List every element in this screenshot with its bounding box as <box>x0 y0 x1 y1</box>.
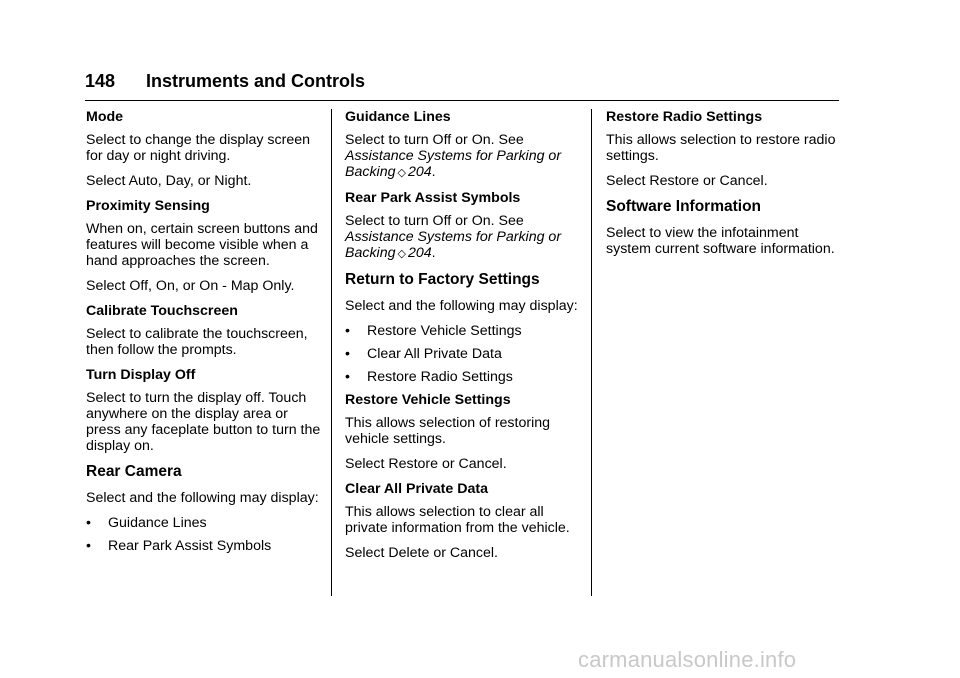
page-reference-icon: ◇ <box>397 248 406 260</box>
guidance-lines-text: Select to turn Off or On. See Assistance Systems for Parking or Backing ◇ 204. <box>345 132 562 180</box>
section-title: Instruments and Controls <box>146 71 366 91</box>
column-3 <box>606 109 846 266</box>
column-divider <box>331 109 332 596</box>
rear-camera-text: Select and the following may display: <box>86 490 319 506</box>
column-1 <box>86 109 326 561</box>
guidance-lines-heading: Guidance Lines <box>345 109 451 125</box>
list-item: • Clear All Private Data <box>345 346 502 362</box>
restore-radio-text: This allows selection to restore radio settings. <box>606 132 836 164</box>
rear-park-assist-text: Select to turn Off or On. See Assistance Systems for Parking or Backing ◇ 204. <box>345 213 562 261</box>
restore-vehicle-heading: Restore Vehicle Settings <box>345 392 511 408</box>
bullet-icon: • <box>86 538 91 554</box>
rear-camera-heading: Rear Camera <box>86 463 182 480</box>
turn-display-off-text: Select to turn the display off. Touch anywhere on the display area or press any faceplate button to turn the display on. <box>86 390 321 454</box>
proximity-text: When on, certain screen buttons and features will become visible when a hand approaches the screen. <box>86 221 318 269</box>
page-header <box>85 70 839 101</box>
list-item: • Restore Vehicle Settings <box>345 323 522 339</box>
mode-options: Select Auto, Day, or Night. <box>86 173 252 189</box>
restore-radio-heading: Restore Radio Settings <box>606 109 763 125</box>
factory-settings-heading: Return to Factory Settings <box>345 271 540 288</box>
page-reference-icon: ◇ <box>397 167 406 179</box>
clear-private-data-options: Select Delete or Cancel. <box>345 545 498 561</box>
cross-reference-link[interactable]: Assistance Systems for Parking or Backing <box>345 148 562 180</box>
column-2 <box>345 109 585 570</box>
clear-private-data-text: This allows selection to clear all private information from the vehicle. <box>345 504 570 536</box>
bullet-icon: • <box>86 515 91 531</box>
list-item: • Rear Park Assist Symbols <box>86 538 272 554</box>
rear-park-assist-heading: Rear Park Assist Symbols <box>345 190 521 206</box>
clear-private-data-heading: Clear All Private Data <box>345 481 488 497</box>
proximity-heading: Proximity Sensing <box>86 198 210 214</box>
page-reference[interactable]: 204 <box>407 164 432 180</box>
restore-radio-options: Select Restore or Cancel. <box>606 173 768 189</box>
calibrate-text: Select to calibrate the touchscreen, then follow the prompts. <box>86 326 308 358</box>
turn-display-off-heading: Turn Display Off <box>86 367 196 383</box>
mode-heading: Mode <box>86 109 124 125</box>
calibrate-heading: Calibrate Touchscreen <box>86 303 238 319</box>
software-information-text: Select to view the infotainment system current software information. <box>606 225 835 257</box>
bullet-icon: • <box>345 323 350 339</box>
cross-reference-link[interactable]: Assistance Systems for Parking or Backing <box>345 229 562 261</box>
proximity-options: Select Off, On, or On - Map Only. <box>86 278 295 294</box>
restore-vehicle-text: This allows selection of restoring vehicle settings. <box>345 415 551 447</box>
column-divider <box>591 109 592 596</box>
factory-settings-text: Select and the following may display: <box>345 298 578 314</box>
mode-text: Select to change the display screen for day or night driving. <box>86 132 310 164</box>
restore-vehicle-options: Select Restore or Cancel. <box>345 456 507 472</box>
software-information-heading: Software Information <box>606 198 762 215</box>
page-number: 148 <box>85 71 116 91</box>
list-item: • Restore Radio Settings <box>345 369 513 385</box>
list-item: • Guidance Lines <box>86 515 207 531</box>
page-reference[interactable]: 204 <box>407 245 432 261</box>
bullet-icon: • <box>345 369 350 385</box>
bullet-icon: • <box>345 346 350 362</box>
watermark: carmanualsonline.info <box>578 647 797 672</box>
